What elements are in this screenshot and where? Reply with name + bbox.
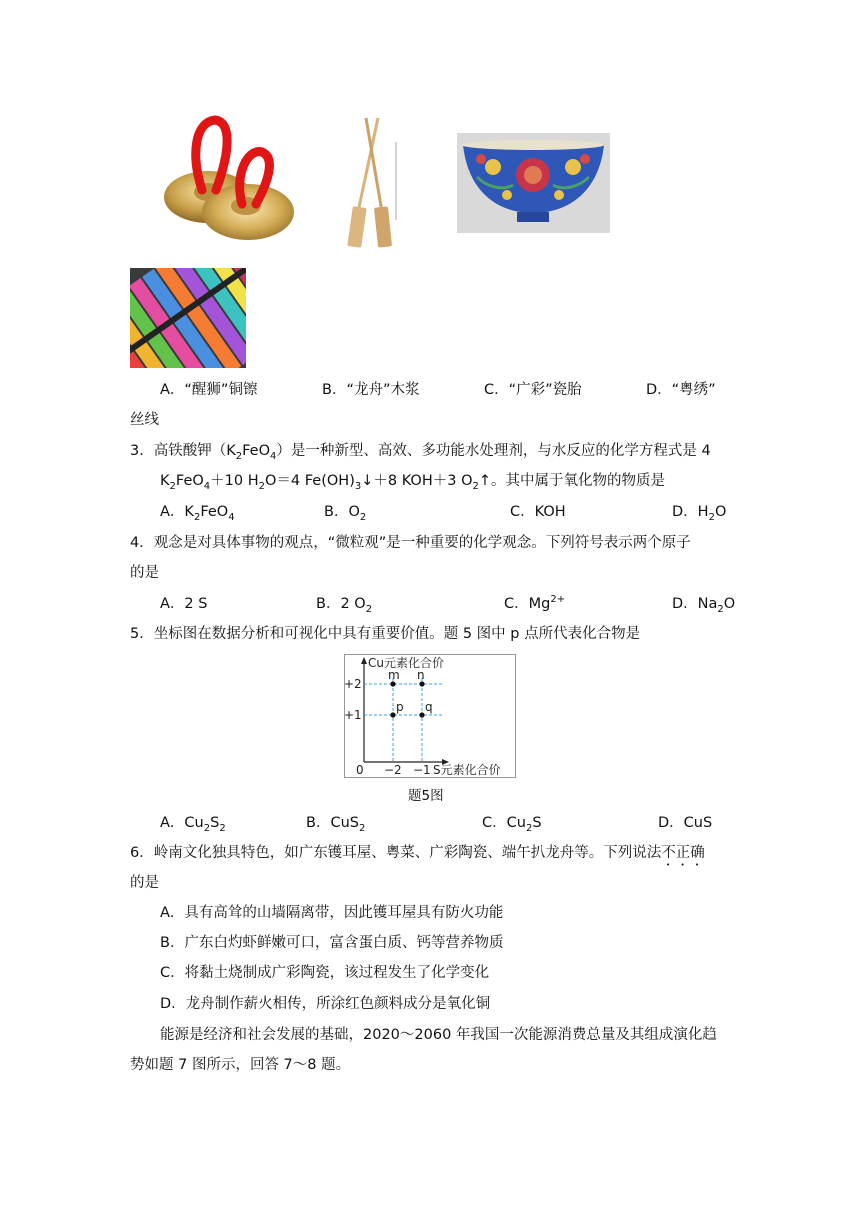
q3-option-d: D．$H_2O$	[672, 504, 727, 523]
embroidery-threads-image	[130, 268, 246, 368]
q5-option-a: A．$Cu_2S_2$	[160, 815, 226, 834]
porcelain-bowl-image	[457, 133, 610, 233]
q4-stem-line1: 4．观念是对具体事物的观点，“微粒观”是一种重要的化学观念。下列符号表示两个原子	[130, 535, 691, 551]
cymbals-image	[160, 112, 300, 247]
q2-option-c: C．“广彩”瓷胎	[484, 382, 582, 398]
y-tick-label-plus1: +1	[344, 708, 362, 722]
q6-stem-line1: 6．岭南文化独具特色，如广东镬耳屋、粤菜、广彩陶瓷、端午扒龙舟等。下列说法不正确	[130, 845, 705, 861]
q2-option-a: A．“醒狮”铜镲	[160, 382, 258, 398]
q5-option-b: B．CuS$_2$	[306, 815, 366, 834]
point-label-q: q	[425, 700, 433, 714]
q4-stem-line2: 的是	[130, 565, 159, 581]
x-tick-label-minus1: −1	[413, 763, 431, 777]
q3-option-c: C．KOH	[510, 504, 566, 520]
q6-option-c: C．将黏土烧制成广彩陶瓷，该过程发生了化学变化	[160, 965, 490, 981]
point-label-p: p	[396, 700, 404, 714]
q4-option-c: C．$Mg^{2+}$	[504, 594, 566, 612]
q5-figure	[344, 654, 516, 778]
x-tick-label-minus2: −2	[384, 763, 402, 777]
intro-7-8-line2: 势如题 7 图所示，回答 7～8 题。	[130, 1057, 351, 1073]
q5-figure-caption: 题5图	[408, 788, 444, 804]
q3-stem-line2: $K_2FeO_4+10$ $H_2O=4$ $Fe(OH)_3↓+8$ KOH＋3 $O_2↑$。其中属于氧化物的物质是	[160, 473, 666, 492]
q5-option-c: C．$Cu_2S$	[482, 815, 542, 834]
q3-option-b: B．$O_2$	[324, 504, 367, 523]
q2-option-b: B．“龙舟”木浆	[322, 382, 420, 398]
q6-option-b: B．广东白灼虾鲜嫩可口，富含蛋白质、钙等营养物质	[160, 935, 504, 951]
origin-label: 0	[356, 763, 364, 777]
point-p	[390, 712, 395, 717]
q3-option-a: A．$K_2FeO_4$	[160, 504, 235, 523]
q3-stem-line1: 3．高铁酸钾$(K_2FeO_4)$是一种新型、高效、多功能水处理剂，与水反应的化学方程式是 4	[130, 443, 711, 462]
q2-option-d: D．“粤绣”	[646, 382, 716, 398]
y-axis-label: Cu元素化合价	[368, 656, 444, 670]
q5-coordinate-chart	[344, 654, 516, 778]
point-n	[419, 681, 424, 686]
y-tick-label-plus2: +2	[344, 677, 362, 691]
point-label-n: n	[417, 668, 425, 682]
intro-7-8-line1: 能源是经济和社会发展的基础，2020～2060 年我国一次能源消费总量及其组成演化趋	[160, 1027, 717, 1043]
q6-stem-line2: 的是	[130, 875, 159, 891]
point-label-m: m	[388, 668, 400, 682]
q6-option-d: D．龙舟制作薪火相传，所涂红色颜料成分是氧化铜	[160, 996, 491, 1012]
x-axis-label: S元素化合价	[433, 763, 501, 777]
paddles-image	[340, 112, 402, 252]
q6-emphasis: 不正确	[661, 845, 705, 861]
q5-option-d: D．CuS	[658, 815, 713, 831]
point-m	[390, 681, 395, 686]
point-q	[419, 712, 424, 717]
q4-option-b: B．2 $O_2$	[316, 596, 373, 615]
q6-option-a: A．具有高耸的山墙隔离带，因此镬耳屋具有防火功能	[160, 905, 504, 921]
q4-option-a: A．2 S	[160, 596, 208, 612]
q4-option-d: D．$Na_2O$	[672, 596, 736, 615]
q5-stem: 5．坐标图在数据分析和可视化中具有重要价值。题 5 图中 p 点所代表化合物是	[130, 626, 641, 642]
q2-option-d-wrap: 丝线	[130, 412, 159, 428]
